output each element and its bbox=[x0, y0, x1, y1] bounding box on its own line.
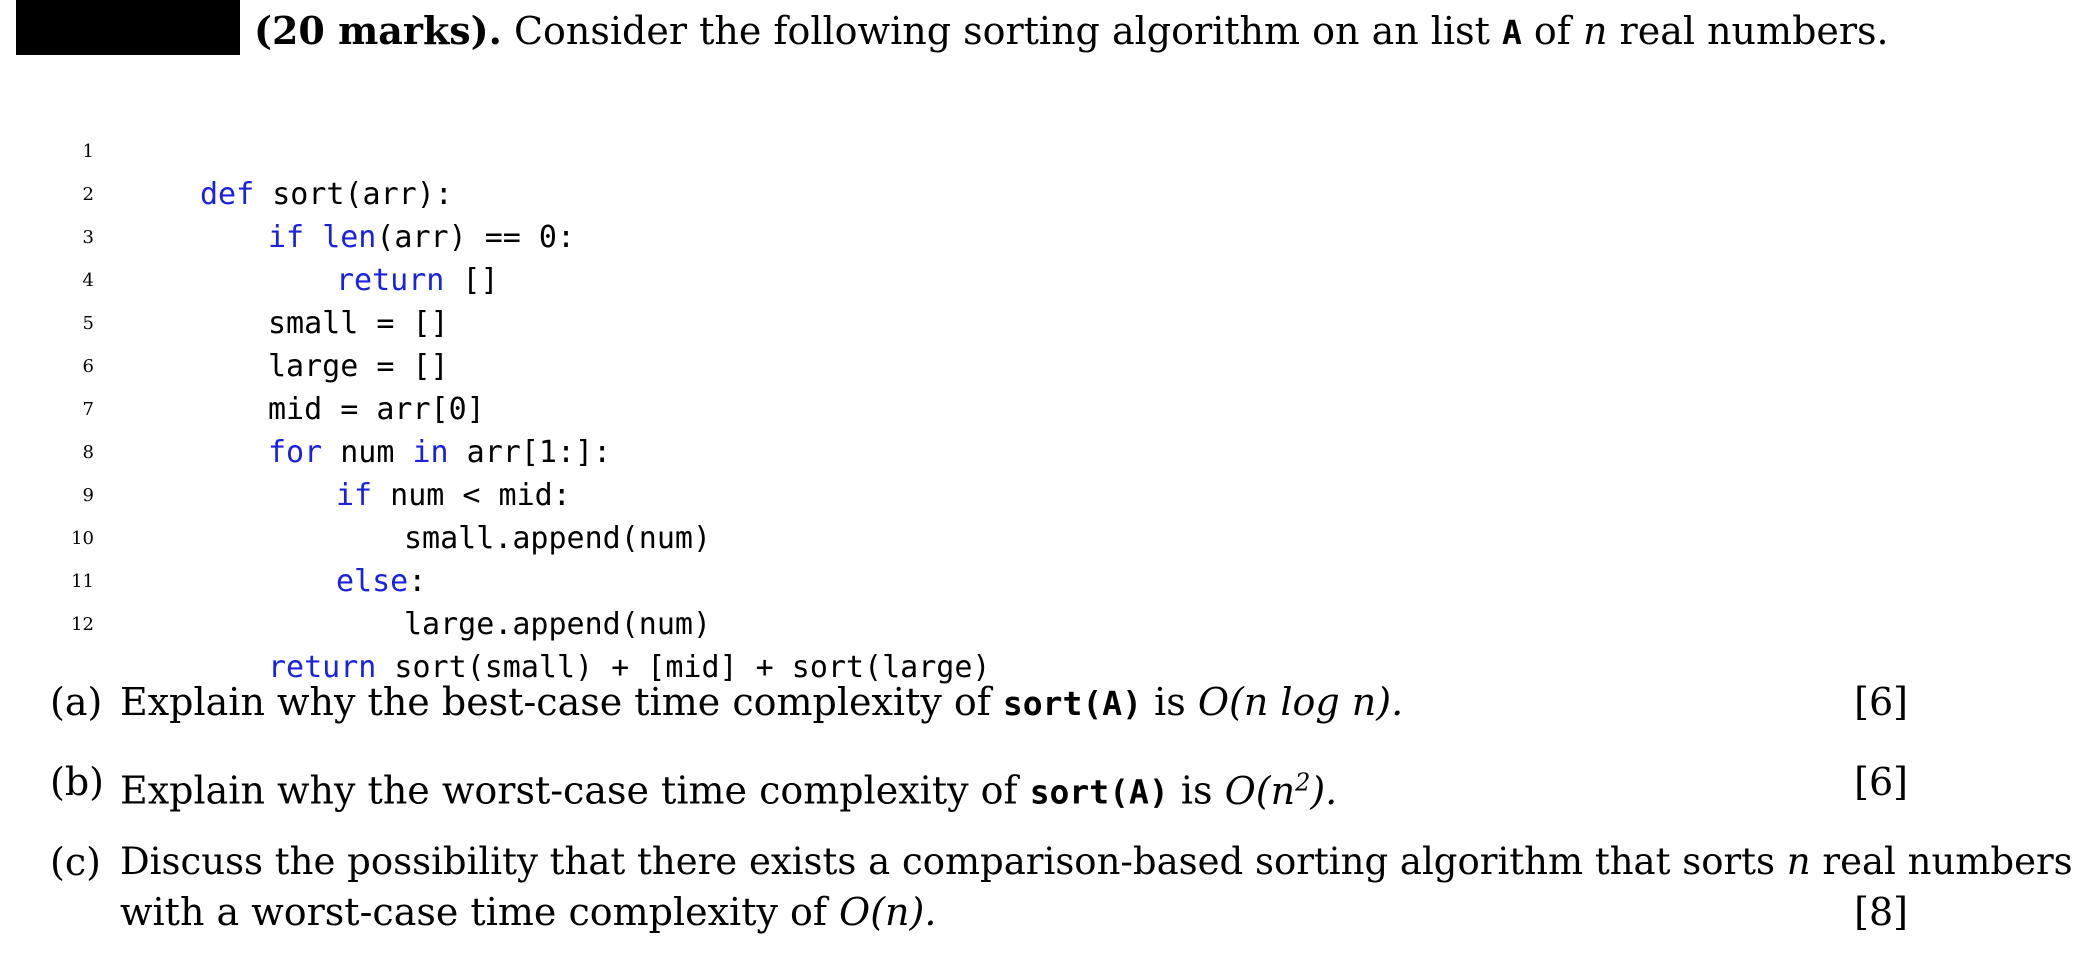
complexity-exponent: 2 bbox=[1295, 768, 1311, 796]
header-text-1: Consider the following sorting algorithm on an list bbox=[513, 9, 1490, 53]
question-b-is: is bbox=[1180, 768, 1213, 813]
question-header bbox=[254, 8, 1889, 56]
question-b-label: (b) bbox=[50, 760, 104, 804]
marks-total: (20 marks). bbox=[254, 8, 502, 53]
header-code-var: A bbox=[1501, 13, 1522, 52]
question-c-complexity: O(n). bbox=[839, 890, 937, 934]
header-text-of: of bbox=[1533, 9, 1571, 53]
code-rest: large.append(num) bbox=[404, 607, 712, 642]
keyword: in bbox=[412, 435, 449, 470]
code-mid: num bbox=[322, 435, 413, 470]
question-b-complexity bbox=[1225, 769, 1338, 813]
code-rest: sort(small) + [mid] + sort(large) bbox=[376, 650, 991, 685]
code-rest: large = [] bbox=[268, 349, 449, 384]
question-c-line2-text: with a worst-case time complexity of bbox=[120, 890, 827, 934]
line-number: 10 bbox=[71, 528, 94, 549]
question-c-prompt: Discuss the possibility that there exists a comparison-based sorting algorithm that sorts bbox=[120, 840, 1776, 883]
line-number: 12 bbox=[71, 614, 94, 635]
line-number: 7 bbox=[82, 399, 94, 420]
question-a-text bbox=[120, 677, 1403, 729]
question-a-label: (a) bbox=[50, 680, 103, 724]
line-number: 1 bbox=[82, 141, 94, 162]
keyword: if bbox=[268, 220, 305, 255]
complexity-base: O(n bbox=[1224, 768, 1296, 813]
question-c-line1 bbox=[120, 837, 2073, 887]
question-b-code: sort(A) bbox=[1029, 772, 1169, 812]
question-c-line1-end: real numbers bbox=[1822, 840, 2073, 883]
question-c-label: (c) bbox=[50, 840, 101, 884]
question-a-marks: [6] bbox=[1854, 680, 1908, 724]
question-c-marks: [8] bbox=[1854, 890, 1908, 934]
keyword: if bbox=[336, 478, 373, 513]
line-number: 2 bbox=[82, 184, 94, 205]
code-text bbox=[404, 603, 711, 646]
code-rest: (arr) == 0: bbox=[376, 220, 576, 255]
question-a-prompt: Explain why the best-case time complexity of bbox=[120, 680, 991, 724]
line-number: 8 bbox=[82, 442, 94, 463]
keyword: else bbox=[336, 564, 409, 599]
question-b-prompt: Explain why the worst-case time complexity of bbox=[120, 768, 1018, 813]
line-number: 4 bbox=[82, 270, 94, 291]
line-number: 9 bbox=[82, 485, 94, 506]
code-line bbox=[0, 87, 1100, 212]
header-text-2: real numbers. bbox=[1619, 9, 1889, 53]
question-c-n-var: n bbox=[1786, 840, 1811, 883]
line-number: 5 bbox=[82, 313, 94, 334]
code-listing bbox=[0, 87, 1100, 685]
code-rest: mid = arr[0] bbox=[268, 392, 485, 427]
header-n-var: n bbox=[1582, 9, 1608, 53]
redaction-box bbox=[16, 0, 240, 55]
question-c-line2 bbox=[120, 887, 936, 937]
question-c bbox=[0, 837, 2073, 947]
keyword: return bbox=[268, 650, 377, 685]
question-a-is: is bbox=[1154, 680, 1186, 724]
code-rest: num < mid: bbox=[372, 478, 571, 513]
code-rest: : bbox=[408, 564, 427, 599]
keyword: return bbox=[336, 263, 445, 298]
code-rest: sort(arr): bbox=[254, 177, 453, 212]
code-rest: [] bbox=[444, 263, 499, 298]
keyword: def bbox=[200, 177, 255, 212]
question-a-code: sort(A) bbox=[1002, 684, 1142, 723]
complexity-end: ). bbox=[1310, 768, 1338, 813]
question-a-complexity: O(n log n). bbox=[1197, 680, 1404, 724]
line-number: 6 bbox=[82, 356, 94, 377]
line-number: 3 bbox=[82, 227, 94, 248]
question-b-text bbox=[120, 757, 1337, 818]
line-number: 11 bbox=[71, 571, 94, 592]
keyword: for bbox=[268, 435, 323, 470]
code-rest: small = [] bbox=[268, 306, 449, 341]
question-b-marks: [6] bbox=[1854, 760, 1908, 804]
code-rest: arr[1:]: bbox=[448, 435, 612, 470]
keyword: len bbox=[322, 220, 377, 255]
code-rest: small.append(num) bbox=[404, 521, 712, 556]
